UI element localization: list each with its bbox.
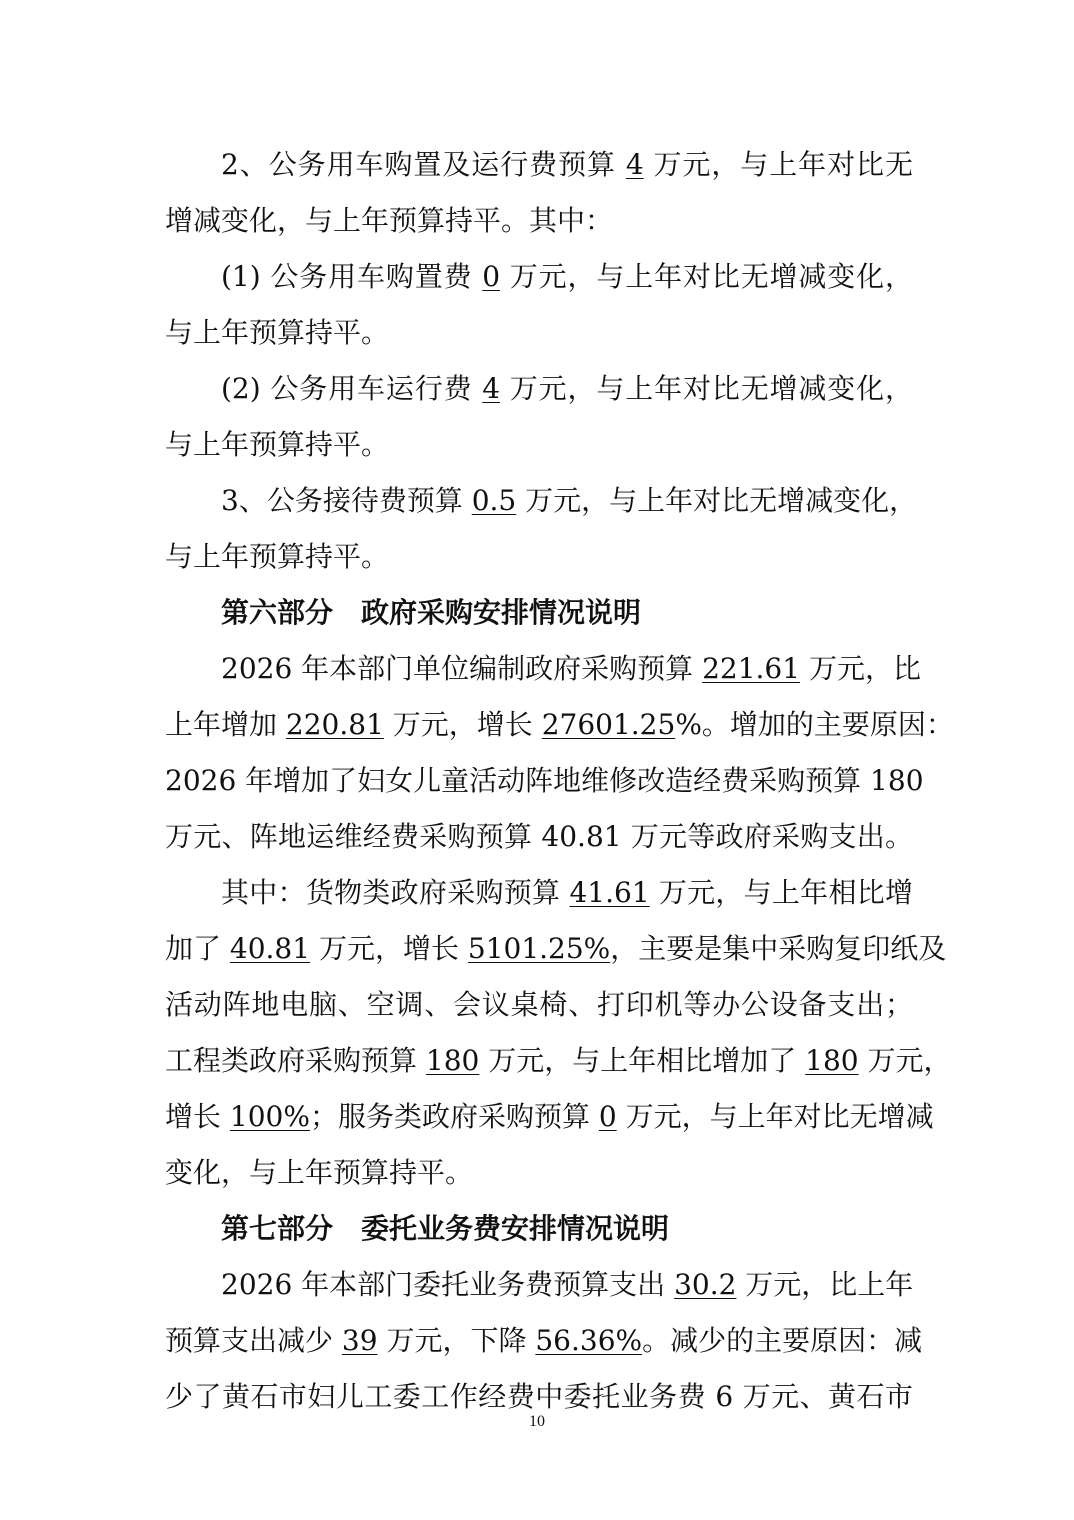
- paragraph-procurement-total: [165, 641, 954, 865]
- page-number: 10: [529, 1413, 545, 1430]
- text-line: 预算支出减少 39 万元，下降 56.36%。减少的主要原因：减: [165, 1324, 923, 1357]
- text-line: 与上年预算持平。: [165, 540, 390, 573]
- amount-value: 30.2: [674, 1268, 737, 1301]
- paragraph-vehicle-budget: [165, 137, 913, 249]
- text-line: 少了黄石市妇儿工委工作经费中委托业务费 6 万元、黄石市: [165, 1380, 913, 1413]
- text-line: 活动阵地电脑、空调、会议桌椅、打印机等办公设备支出；: [165, 988, 913, 1021]
- amount-value: 0: [482, 260, 501, 293]
- text-line: (2) 公务用车运行费 4 万元，与上年对比无增减变化，: [221, 372, 913, 405]
- amount-value: 221.61: [702, 652, 801, 685]
- text-line: 上年增加 220.81 万元，增长 27601.25%。增加的主要原因：: [165, 708, 954, 741]
- amount-value: 41.61: [569, 876, 650, 909]
- text-line: 其中：货物类政府采购预算 41.61 万元，与上年相比增: [221, 876, 914, 909]
- text-line: (1) 公务用车购置费 0 万元，与上年对比无增减变化，: [221, 260, 913, 293]
- text-line: 2026 年本部门单位编制政府采购预算 221.61 万元，比: [221, 652, 921, 685]
- text-line: 增减变化，与上年预算持平。其中：: [165, 204, 614, 237]
- paragraph-vehicle-purchase: [165, 249, 913, 361]
- text-line: 2、公务用车购置及运行费预算 4 万元，与上年对比无: [221, 148, 913, 181]
- amount-value: 39: [341, 1324, 378, 1357]
- text-line: 增长 100%；服务类政府采购预算 0 万元，与上年对比无增减: [165, 1100, 934, 1133]
- text-line: 工程类政府采购预算 180 万元，与上年相比增加了 180 万元，: [165, 1044, 952, 1077]
- amount-value: 0.5: [471, 484, 517, 517]
- paragraph-procurement-breakdown: [165, 865, 952, 1201]
- text-line: 与上年预算持平。: [165, 316, 390, 349]
- amount-value: 0: [598, 1100, 617, 1133]
- percent-value: 100%: [229, 1100, 310, 1133]
- text-line: 万元、阵地运维经费采购预算 40.81 万元等政府采购支出。: [165, 820, 913, 853]
- amount-value: 180: [425, 1044, 480, 1077]
- text-line: 加了 40.81 万元，增长 5101.25%，主要是集中采购复印纸及: [165, 932, 947, 965]
- text-line: 3、公务接待费预算 0.5 万元，与上年对比无增减变化，: [221, 484, 918, 517]
- text-line: 2026 年本部门委托业务费预算支出 30.2 万元，比上年: [221, 1268, 914, 1301]
- percent-value: 56.36%: [535, 1324, 643, 1357]
- section-heading-commission: 第七部分 委托业务费安排情况说明: [221, 1212, 670, 1245]
- paragraph-vehicle-operation: [165, 361, 913, 473]
- section-heading-procurement: 第六部分 政府采购安排情况说明: [221, 596, 642, 629]
- amount-value: 4: [482, 372, 501, 405]
- paragraph-commission-budget: [165, 1257, 923, 1425]
- amount-value: 220.81: [285, 708, 384, 741]
- text-line: 2026 年增加了妇女儿童活动阵地维修改造经费采购预算 180: [165, 764, 924, 797]
- amount-value: 4: [625, 148, 644, 181]
- paragraph-reception-budget: [165, 473, 918, 585]
- document-page: [165, 137, 954, 1425]
- text-line: 变化，与上年预算持平。: [165, 1156, 474, 1189]
- percent-value: 27601.25: [541, 708, 676, 741]
- amount-value: 40.81: [229, 932, 311, 965]
- text-line: 与上年预算持平。: [165, 428, 390, 461]
- percent-value: 5101.25%: [467, 932, 611, 965]
- amount-value: 180: [805, 1044, 859, 1077]
